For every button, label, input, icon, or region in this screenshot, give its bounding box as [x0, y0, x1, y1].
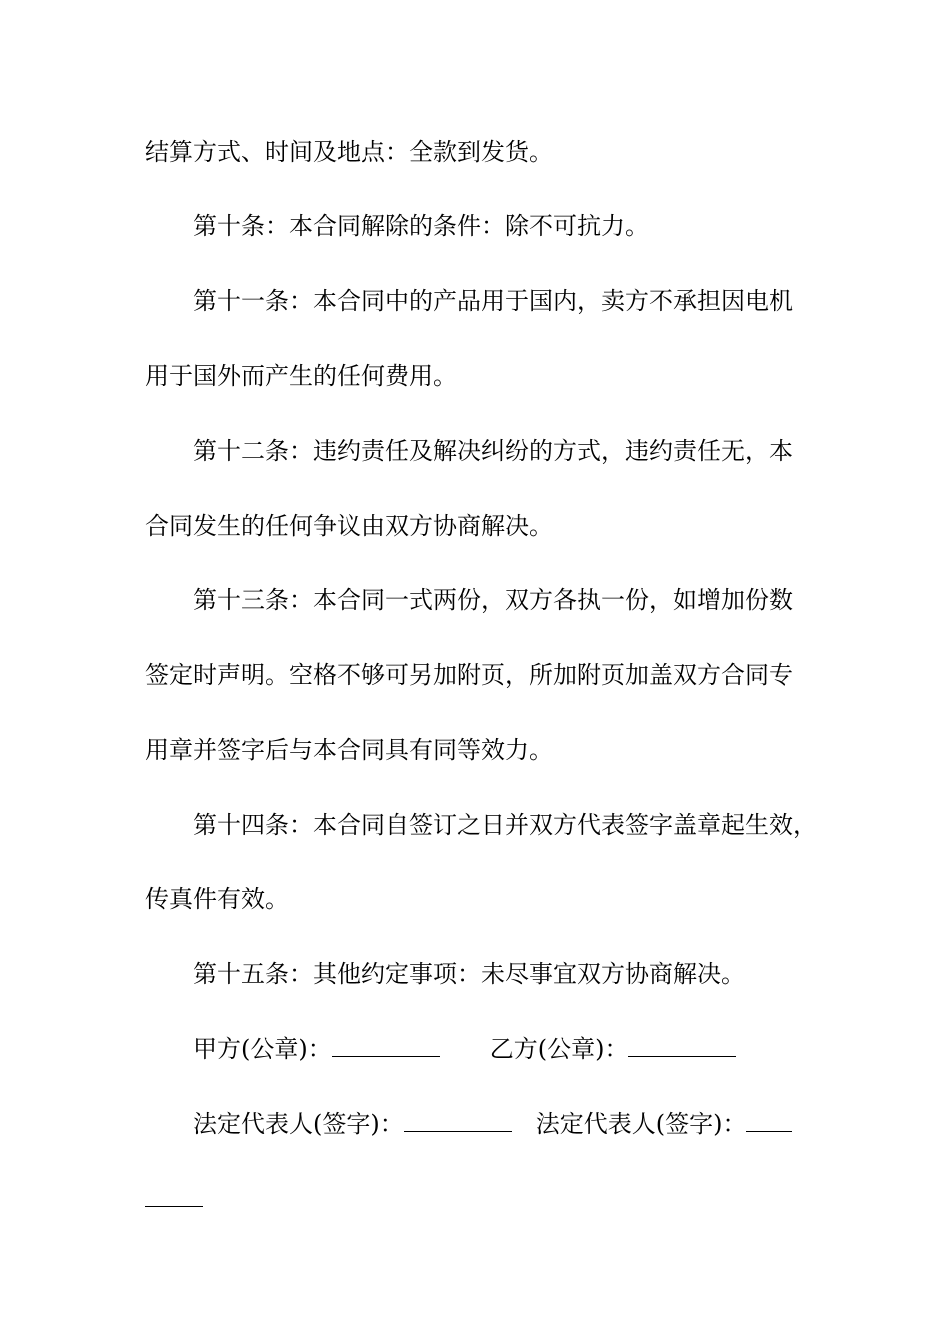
clause-9-payment-line: 结算方式、时间及地点：全款到发货。 [145, 138, 553, 166]
clause-14-line-1: 第十四条：本合同自签订之日并双方代表签字盖章起生效， [193, 811, 817, 839]
clause-11-line-2: 用于国外而产生的任何费用。 [145, 362, 457, 390]
clause-13-line-3: 用章并签字后与本合同具有同等效力。 [145, 736, 553, 764]
rep-b-blank-part-2 [145, 1186, 203, 1207]
party-a-seal-label: 甲方(公章)： [193, 1035, 332, 1063]
clause-13-line-1: 第十三条：本合同一式两份，双方各执一份，如增加份数 [193, 586, 793, 614]
clause-10: 第十条：本合同解除的条件：除不可抗力。 [193, 212, 649, 240]
clause-15: 第十五条：其他约定事项：未尽事宜双方协商解决。 [193, 960, 745, 988]
rep-b-label: 法定代表人(签字)： [535, 1110, 747, 1138]
rep-a-blank [404, 1111, 512, 1132]
clause-11-line-1: 第十一条：本合同中的产品用于国内，卖方不承担因电机 [193, 287, 793, 315]
party-a-seal-blank [332, 1036, 440, 1057]
representative-row [193, 1109, 792, 1139]
rep-b-blank-part-1 [746, 1111, 792, 1132]
party-b-seal-blank [628, 1036, 736, 1057]
rep-b-blank-continuation [145, 1184, 203, 1214]
party-b-seal-label: 乙方(公章)： [489, 1035, 629, 1063]
clause-13-line-2: 签定时声明。空格不够可另加附页，所加附页加盖双方合同专 [145, 661, 793, 689]
party-seal-row [193, 1034, 736, 1064]
clause-12-line-2: 合同发生的任何争议由双方协商解决。 [145, 512, 553, 540]
clause-12-line-1: 第十二条：违约责任及解决纠纷的方式，违约责任无，本 [193, 437, 793, 465]
rep-a-label: 法定代表人(签字)： [193, 1110, 404, 1138]
clause-14-line-2: 传真件有效。 [145, 885, 289, 913]
